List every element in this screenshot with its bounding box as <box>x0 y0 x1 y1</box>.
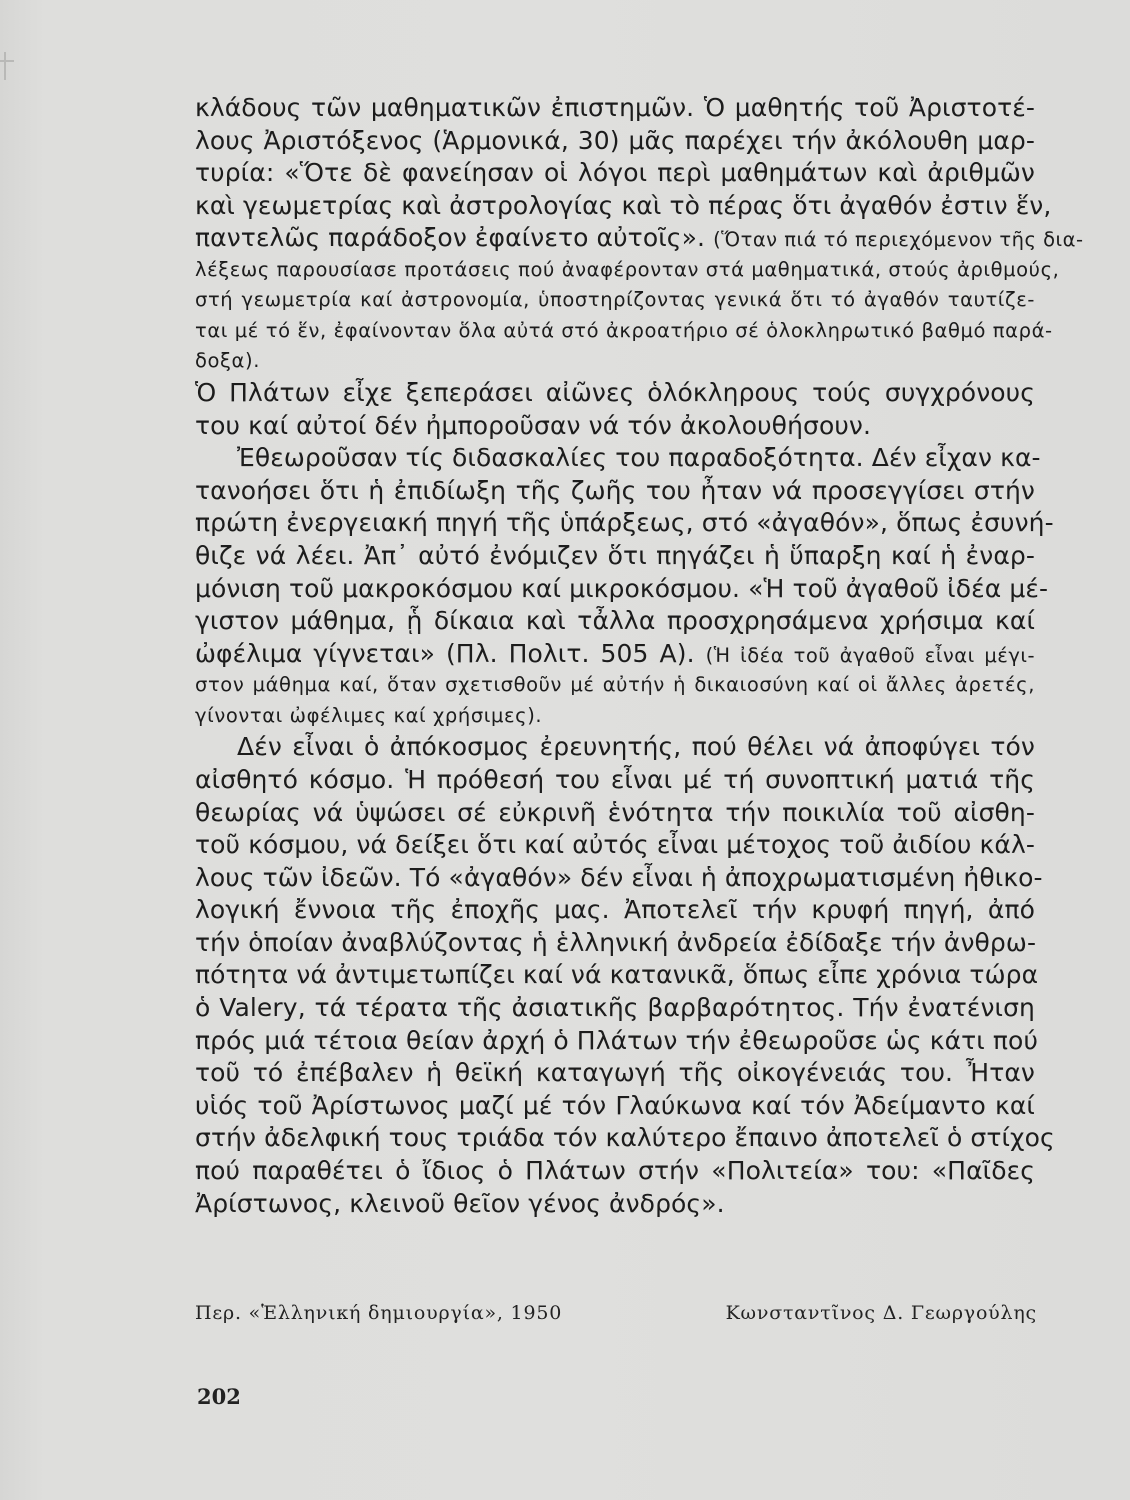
page-edge-mark <box>0 60 14 62</box>
text-line: Ὁ Πλάτων εἶχε ξεπεράσει αἰῶνες ὁλόκληρους τούς συγχρόνους <box>195 377 1035 407</box>
text-line: στήν ἀδελφική τους τριάδα τόν καλύτερο ἔπαινο ἀποτελεῖ ὁ στίχος <box>195 1123 1055 1153</box>
text-line: τανοήσει ὅτι ἡ ἐπιδίωξη τῆς ζωῆς του ἦταν νά προσεγγίσει στήν <box>195 475 1035 505</box>
text-line <box>195 222 1084 255</box>
text-line: Ἐθεωροῦσαν τίς διδασκαλίες του παραδοξότητα. Δέν εἶχαν κα- <box>237 443 1041 473</box>
text-line: θιζε νά λέει. Ἀπ᾽ αὐτό ἐνόμιζεν ὅτι πηγάζει ἡ ὕπαρξη καί ἡ ἐναρ- <box>195 540 1035 570</box>
text-line: Δέν εἶναι ὁ ἀπόκοσμος ἐρευνητής, πού θέλει νά ἀποφύγει τόν <box>237 732 1035 762</box>
text-line: πότητα νά ἀντιμετωπίζει καί νά κατανικᾶ, ὅπως εἶπε χρόνια τώρα <box>195 960 1039 990</box>
text-segment: παντελῶς παράδοξον ἐφαίνετο αὐτοῖς». <box>195 223 706 253</box>
text-line: γιστον μάθημα, ᾗ δίκαια καὶ τἆλλα προσχρησάμενα χρήσιμα καί <box>195 606 1035 636</box>
translation-segment: (Ὅταν πιά τό περιεχόμενον τῆς δια- <box>713 228 1084 252</box>
text-line: ὁ Valery, τά τέρατα τῆς ἀσιατικῆς βαρβαρότητος. Τήν ἐνατένιση <box>195 993 1035 1023</box>
text-line: τήν ὁποίαν ἀναβλύζοντας ἡ ἑλληνική ἀνδρεία ἐδίδαξε τήν ἀνθρω- <box>195 927 1037 957</box>
text-line: Ἀρίστωνος, κλεινοῦ θεῖον γένος ἀνδρός». <box>195 1188 725 1218</box>
text-segment: ὠφέλιμα γίγνεται» (Πλ. Πολιτ. 505 Α). <box>195 638 695 668</box>
translation-line: λέξεως παρουσίασε προτάσεις πού ἀναφέρονταν στά μαθηματικά, στούς ἀριθμούς, <box>195 257 1060 281</box>
translation-segment: (Ἡ ἰδέα τοῦ ἀγαθοῦ εἶναι μέγι- <box>705 643 1036 667</box>
body-text <box>195 92 1084 1220</box>
text-line <box>195 638 1035 671</box>
text-line: τυρία: «Ὅτε δὲ φανείησαν οἱ λόγοι περὶ μαθημάτων καὶ ἀριθμῶν <box>195 158 1035 188</box>
text-line: πρός μιά τέτοια θείαν ἀρχή ὁ Πλάτων τήν ἐθεωροῦσε ὡς κάτι πού <box>195 1025 1039 1055</box>
translation-line: στή γεωμετρία καί ἀστρονομία, ὑποστηρίζοντας γενικά ὅτι τό ἀγαθόν ταυτίζε- <box>195 288 1035 312</box>
text-line: θεωρίας νά ὑψώσει σέ εὐκρινῆ ἑνότητα τήν ποικιλία τοῦ αἰσθη- <box>195 797 1035 827</box>
text-line: καὶ γεωμετρίας καὶ ἀστρολογίας καὶ τὸ πέρας ὅτι ἀγαθόν ἐστιν ἕν, <box>195 190 1052 220</box>
translation-line: γίνονται ὠφέλιμες καί χρήσιμες). <box>195 703 543 727</box>
author-name: Κωνσταντῖνος Δ. Γεωργούλης <box>725 1302 1037 1324</box>
text-line: πρώτη ἐνεργειακή πηγή τῆς ὑπάρξεως, στό «ἀγαθόν», ὅπως ἐσυνή- <box>195 508 1054 538</box>
text-line: λογική ἔννοια τῆς ἐποχῆς μας. Ἀποτελεῖ τήν κρυφή πηγή, ἀπό <box>195 895 1035 925</box>
translation-line: ται μέ τό ἕν, ἐφαίνονταν ὅλα αὐτά στό ἀκροατήριο σέ ὁλοκληρωτικό βαθμό παρά- <box>195 318 1053 342</box>
text-line: λους Ἀριστόξενος (Ἁρμονικά, 30) μᾶς παρέχει τήν ἀκόλουθη μαρ- <box>195 125 1035 155</box>
page-edge-mark <box>4 52 6 80</box>
text-line: τοῦ κόσμου, νά δείξει ὅτι καί αὐτός εἶναι μέτοχος τοῦ ἀιδίου κάλ- <box>195 830 1035 860</box>
source-citation: Περ. «Ἑλληνική δημιουργία», 1950 <box>195 1302 563 1324</box>
text-line: υἱός τοῦ Ἀρίστωνος μαζί μέ τόν Γλαύκωνα καί τόν Ἀδείμαντο καί <box>195 1090 1035 1120</box>
page-number: 202 <box>197 1384 241 1409</box>
text-line: μόνιση τοῦ μακροκόσμου καί μικροκόσμου. «Ἡ τοῦ ἀγαθοῦ ἰδέα μέ- <box>195 573 1049 603</box>
text-line: λους τῶν ἰδεῶν. Τό «ἀγαθόν» δέν εἶναι ἡ ἀποχρωματισμένη ἠθικο- <box>195 862 1043 892</box>
translation-line: στον μάθημα καί, ὅταν σχετισθοῦν μέ αὐτήν ἡ δικαιοσύνη καί οἱ ἄλλες ἀρετές, <box>195 673 1035 697</box>
text-line: πού παραθέτει ὁ ἴδιος ὁ Πλάτων στήν «Πολιτεία» του: «Παῖδες <box>195 1156 1035 1186</box>
text-line: αἰσθητό κόσμο. Ἡ πρόθεσή του εἶναι μέ τή συνοπτική ματιά τῆς <box>195 764 1035 794</box>
text-line: του καί αὐτοί δέν ἠμποροῦσαν νά τόν ἀκολουθήσουν. <box>195 410 872 440</box>
translation-line: δοξα). <box>195 349 260 373</box>
text-line: τοῦ τό ἐπέβαλεν ἡ θεϊκή καταγωγή τῆς οἰκογένειάς του. Ἦταν <box>195 1058 1035 1088</box>
text-line: κλάδους τῶν μαθηματικῶν ἐπιστημῶν. Ὁ μαθητής τοῦ Ἀριστοτέ- <box>195 93 1035 122</box>
